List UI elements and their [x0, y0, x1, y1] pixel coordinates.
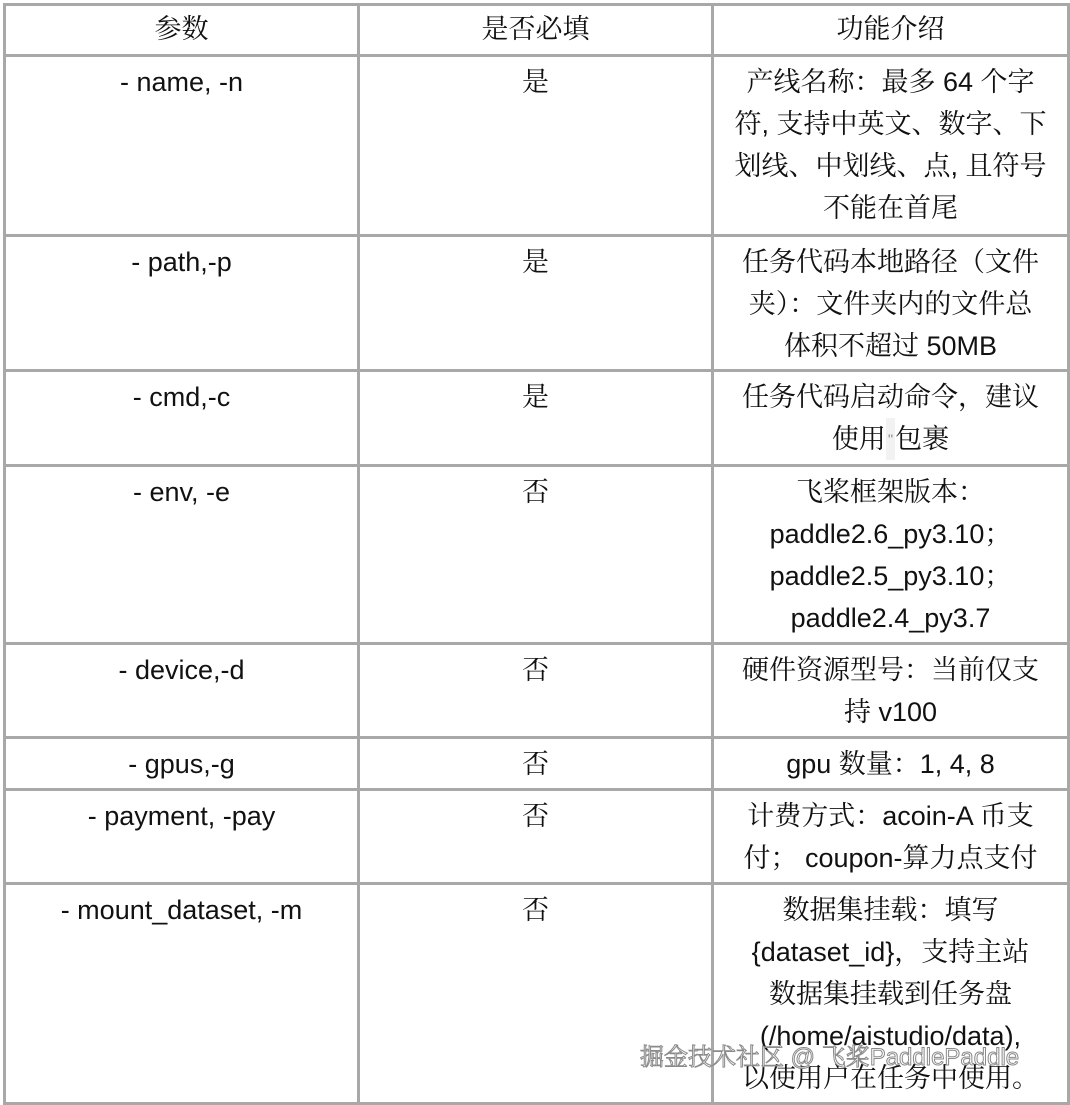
table-row	[5, 884, 1069, 1104]
description-line: paddle2.4_py3.7	[790, 603, 991, 633]
watermark: 掘金技术社区 @ 飞桨PaddlePaddle	[640, 1044, 1020, 1071]
description-line: gpu 数量：1, 4, 8	[786, 749, 995, 779]
description-line	[722, 418, 1059, 460]
description-cell	[713, 466, 1069, 644]
description-cell	[713, 884, 1069, 1104]
inline-code-quotes: ''	[886, 418, 895, 460]
description-cell	[713, 790, 1069, 884]
description-text: 使用	[831, 424, 886, 454]
description-cell	[713, 738, 1069, 790]
description-line: (/home/aistudio/data),	[759, 1021, 1022, 1051]
description-line: 划线、中划线、点, 且符号	[734, 151, 1047, 181]
table-row	[5, 371, 1069, 466]
param-cell: - device,-d	[5, 644, 359, 738]
table-header-row	[5, 5, 1069, 56]
required-cell: 否	[359, 790, 713, 884]
description-cell	[713, 644, 1069, 738]
table-row	[5, 644, 1069, 738]
description-line: 数据集挂载：填写	[782, 895, 999, 925]
param-cell: - mount_dataset, -m	[5, 884, 359, 1104]
description-line: 任务代码本地路径（文件	[742, 247, 1039, 277]
description-line: paddle2.5_py3.10；	[769, 561, 1012, 591]
required-cell: 否	[359, 466, 713, 644]
parameters-table	[3, 3, 1070, 1105]
param-cell: - cmd,-c	[5, 371, 359, 466]
description-line: 以使用户在任务中使用。	[742, 1063, 1039, 1093]
description-line: 数据集挂载到任务盘	[769, 979, 1012, 1009]
description-line: 硬件资源型号：当前仅支	[742, 655, 1039, 685]
description-line: 符, 支持中英文、数字、下	[734, 109, 1047, 139]
description-cell	[713, 56, 1069, 236]
description-line: 产线名称：最多 64 个字	[746, 67, 1035, 97]
required-cell: 否	[359, 738, 713, 790]
required-cell: 是	[359, 56, 713, 236]
required-cell: 是	[359, 371, 713, 466]
table-row	[5, 236, 1069, 371]
required-cell: 否	[359, 884, 713, 1104]
table-row	[5, 466, 1069, 644]
param-cell: - env, -e	[5, 466, 359, 644]
description-line: 不能在首尾	[823, 193, 958, 223]
param-cell: - path,-p	[5, 236, 359, 371]
description-line: 飞桨框架版本：	[796, 477, 985, 507]
description-line: 夹）：文件夹内的文件总	[748, 289, 1033, 319]
table-row	[5, 790, 1069, 884]
description-line: {dataset_id}，支持主站	[751, 937, 1030, 967]
required-cell: 否	[359, 644, 713, 738]
description-line: 持 v100	[843, 697, 938, 727]
required-cell: 是	[359, 236, 713, 371]
param-cell: - payment, -pay	[5, 790, 359, 884]
description-cell	[713, 371, 1069, 466]
param-cell: - gpus,-g	[5, 738, 359, 790]
table-row	[5, 56, 1069, 236]
description-line: 付； coupon-算力点支付	[743, 843, 1038, 873]
param-cell: - name, -n	[5, 56, 359, 236]
description-line: 体积不超过 50MB	[783, 331, 998, 361]
table-row	[5, 738, 1069, 790]
description-cell	[713, 236, 1069, 371]
header-description: 功能介绍	[713, 5, 1069, 56]
description-text: 包裹	[895, 424, 950, 454]
description-line: paddle2.6_py3.10；	[769, 519, 1012, 549]
description-line: 任务代码启动命令，建议	[742, 382, 1039, 412]
description-line: 计费方式：acoin-A 币支	[747, 801, 1034, 831]
header-param: 参数	[5, 5, 359, 56]
header-required: 是否必填	[359, 5, 713, 56]
